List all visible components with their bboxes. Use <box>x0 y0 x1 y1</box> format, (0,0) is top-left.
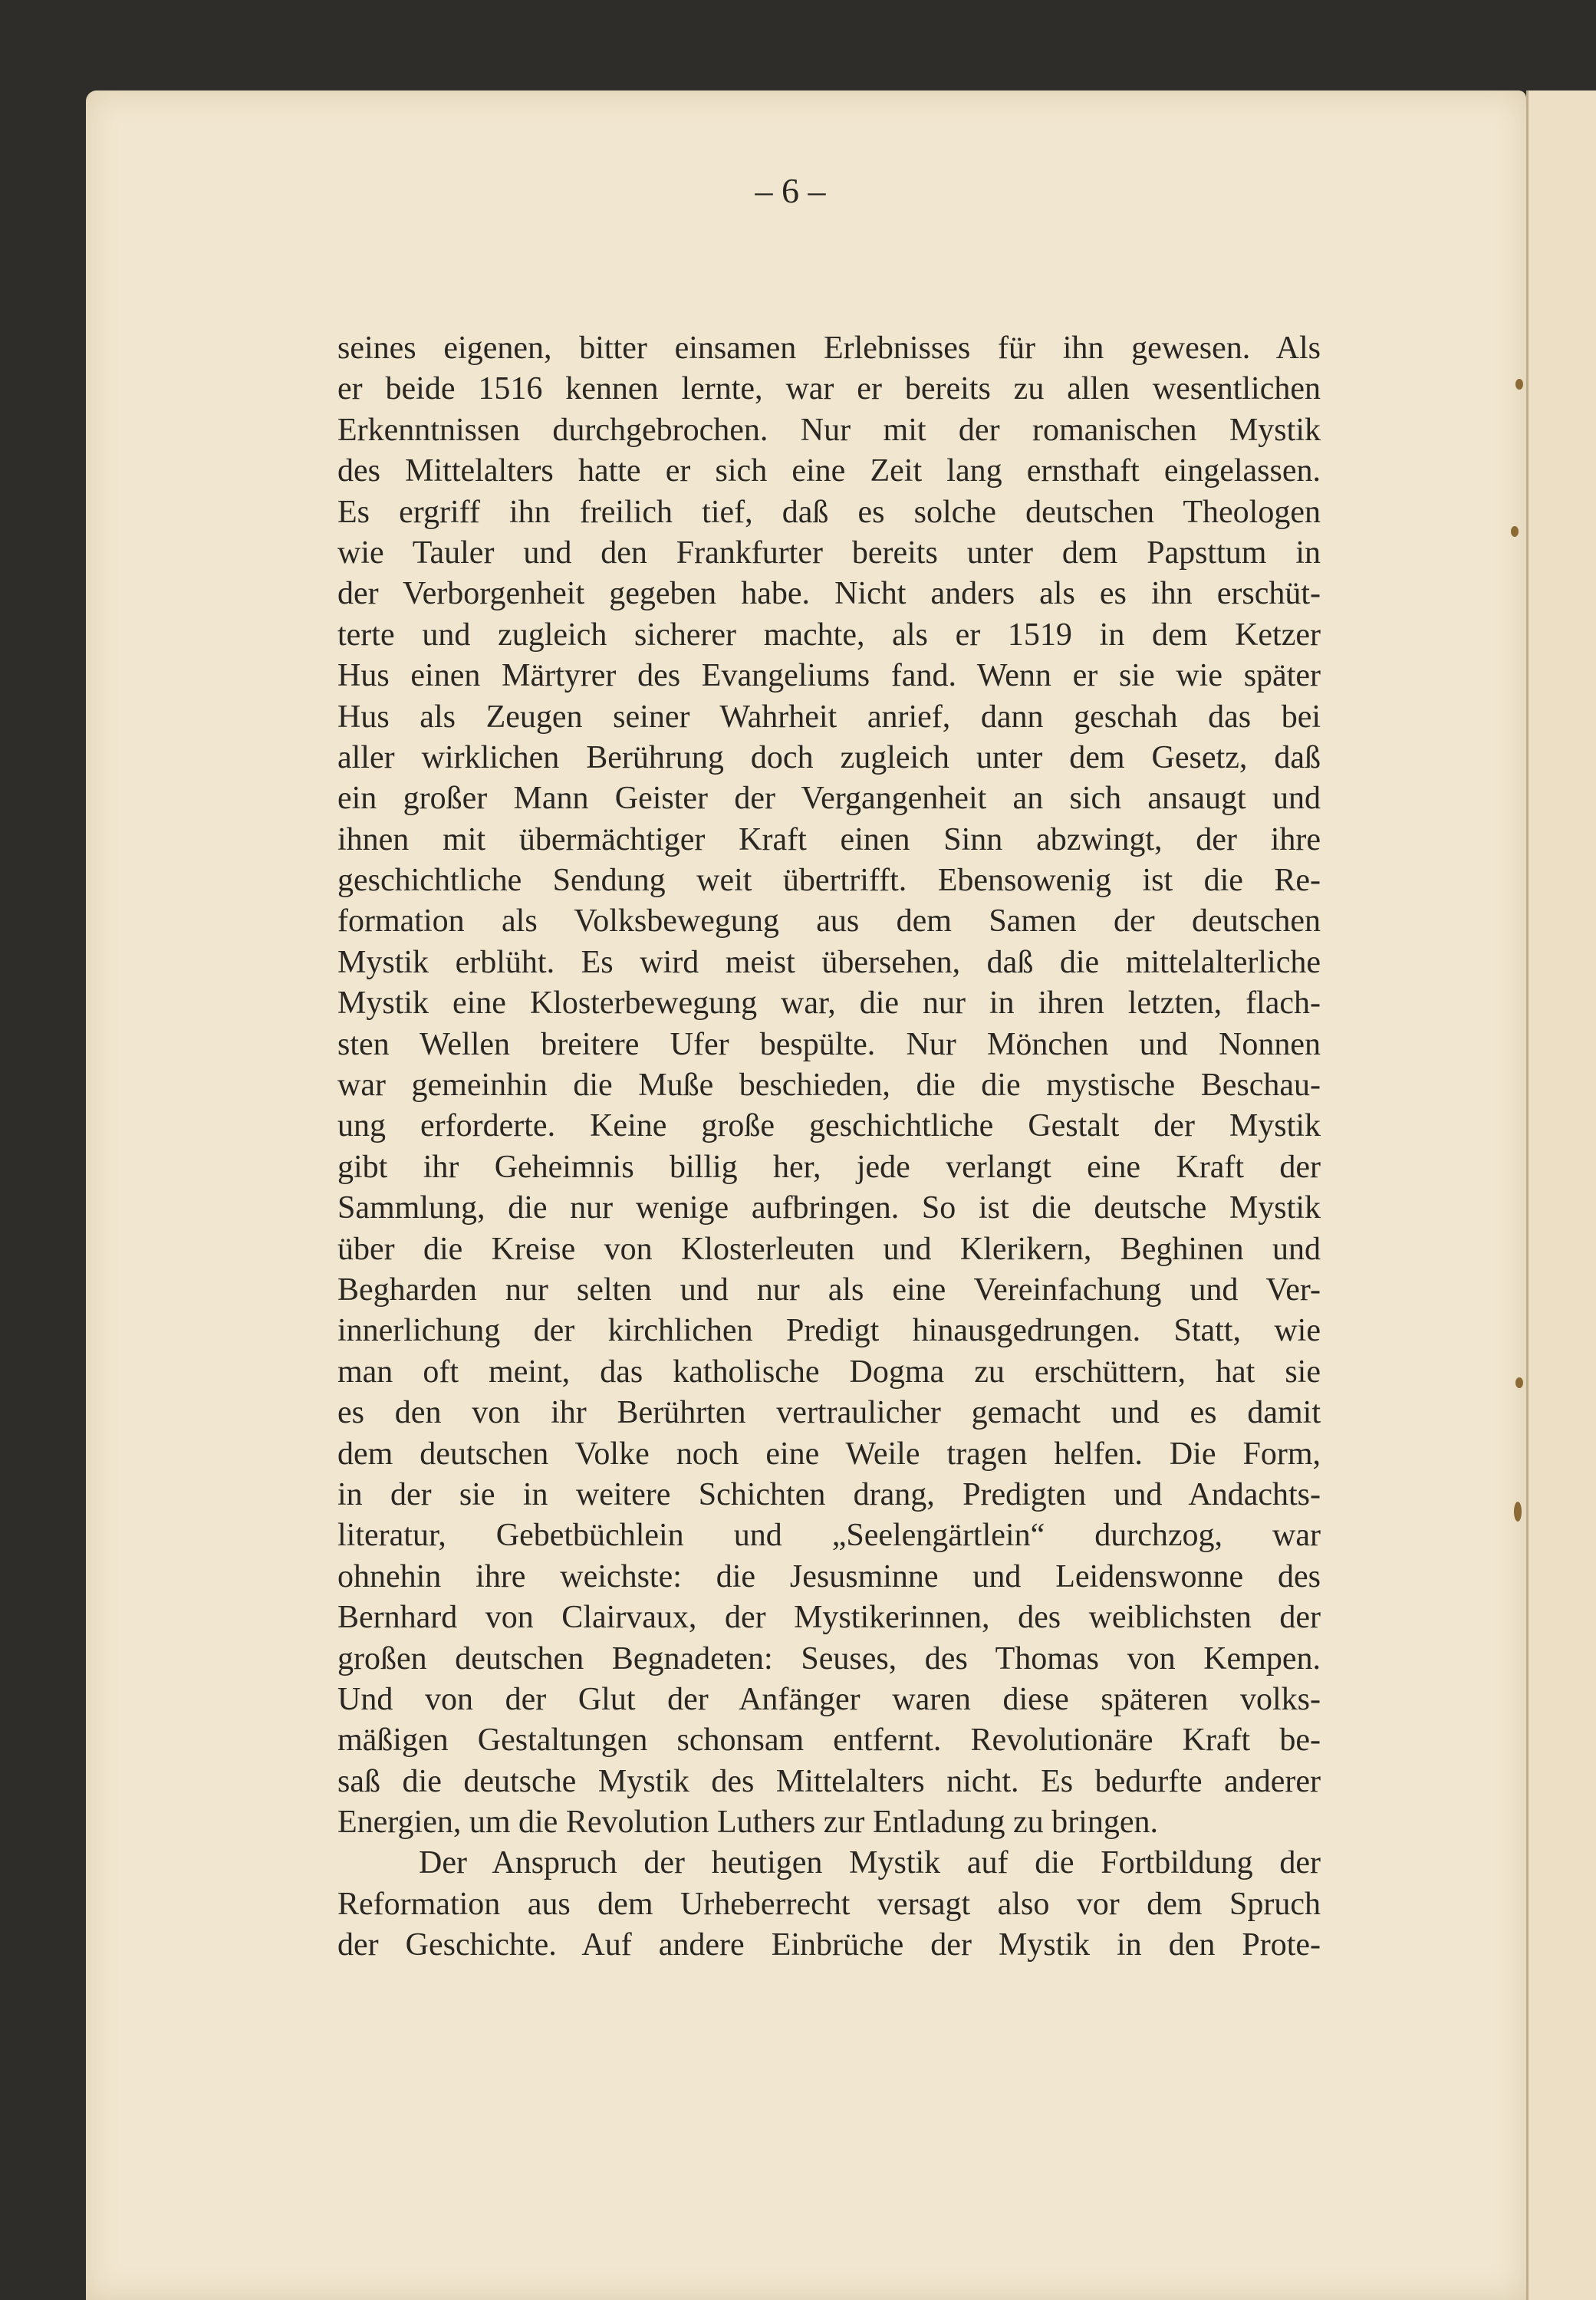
next-page-edge <box>1526 90 1596 2300</box>
page-number: – 6 – <box>755 171 826 210</box>
text-line: formation als Volksbewegung aus dem Samen der deutschen <box>337 903 1321 939</box>
text-line: es den von ihr Berührten vertraulicher gemacht und es damit <box>337 1395 1321 1431</box>
text-line: Begharden nur selten und nur als eine Vereinfachung und Ver- <box>337 1272 1321 1308</box>
text-line: mäßigen Gestaltungen schonsam entfernt. Revolutionäre Kraft be- <box>337 1723 1321 1759</box>
paper-spot <box>1515 379 1523 390</box>
text-line: Bernhard von Clairvaux, der Mystikerinnen, des weiblichsten der <box>337 1600 1321 1636</box>
text-line: aller wirklichen Berührung doch zugleich unter dem Gesetz, daß <box>337 739 1321 775</box>
text-line: Hus einen Märtyrer des Evangeliums fand. Wenn er sie wie später <box>337 658 1321 694</box>
text-line: gibt ihr Geheimnis billig her, jede verlangt eine Kraft der <box>337 1149 1321 1185</box>
paper-spot <box>1515 1377 1523 1388</box>
text-line: Mystik erblüht. Es wird meist übersehen, daß die mittelalterliche <box>337 944 1321 980</box>
text-line: Hus als Zeugen seiner Wahrheit anrief, dann geschah das bei <box>337 699 1321 735</box>
text-line: geschichtliche Sendung weit übertrifft. Ebensowenig ist die Re- <box>337 863 1321 899</box>
text-line: Der Anspruch der heutigen Mystik auf die Fortbildung der <box>419 1845 1321 1881</box>
text-line: ung erforderte. Keine große geschichtliche Gestalt der Mystik <box>337 1108 1321 1144</box>
text-line: der Verborgenheit gegeben habe. Nicht anders als es ihn erschüt- <box>337 576 1321 612</box>
text-line: war gemeinhin die Muße beschieden, die die mystische Beschau- <box>337 1068 1321 1104</box>
text-line: Es ergriff ihn freilich tief, daß es solche deutschen Theologen <box>337 494 1321 530</box>
text-line: seines eigenen, bitter einsamen Erlebnisses für ihn gewesen. Als <box>337 331 1321 366</box>
text-line: wie Tauler und den Frankfurter bereits unter dem Papsttum in <box>337 535 1321 571</box>
text-line: großen deutschen Begnadeten: Seuses, des Thomas von Kempen. <box>337 1640 1321 1676</box>
text-line: innerlichung der kirchlichen Predigt hinausgedrungen. Statt, wie <box>337 1313 1321 1349</box>
text-line: des Mittelalters hatte er sich eine Zeit lang ernsthaft eingelassen. <box>337 453 1321 489</box>
text-line: Sammlung, die nur wenige aufbringen. So ist die deutsche Mystik <box>337 1190 1321 1226</box>
text-line: man oft meint, das katholische Dogma zu erschüttern, hat sie <box>337 1354 1321 1390</box>
text-line: literatur, Gebetbüchlein und „Seelengärtlein“ durchzog, war <box>337 1518 1321 1554</box>
paper-spot <box>1514 1502 1522 1522</box>
text-line: sten Wellen breitere Ufer bespülte. Nur Mönchen und Nonnen <box>337 1026 1321 1062</box>
text-line: in der sie in weitere Schichten drang, Predigten und Andachts- <box>337 1476 1321 1512</box>
text-line: Reformation aus dem Urheberrecht versagt also vor dem Spruch <box>337 1886 1321 1922</box>
text-line: dem deutschen Volke noch eine Weile tragen helfen. Die Form, <box>337 1436 1321 1472</box>
text-line: ein großer Mann Geister der Vergangenheit an sich ansaugt und <box>337 781 1321 817</box>
text-line: terte und zugleich sicherer machte, als er 1519 in dem Ketzer <box>337 617 1321 653</box>
text-line: der Geschichte. Auf andere Einbrüche der Mystik in den Prote- <box>337 1927 1321 1963</box>
text-line: ohnehin ihre weichste: die Jesusminne und Leidenswonne des <box>337 1558 1321 1594</box>
text-line: saß die deutsche Mystik des Mittelalters nicht. Es bedurfte anderer <box>337 1763 1321 1799</box>
text-line: ihnen mit übermächtiger Kraft einen Sinn abzwingt, der ihre <box>337 821 1321 857</box>
text-line: über die Kreise von Klosterleuten und Klerikern, Beghinen und <box>337 1231 1321 1267</box>
paper-spot <box>1511 526 1519 537</box>
body-text <box>337 328 1321 1966</box>
text-line: Energien, um die Revolution Luthers zur Entladung zu bringen. <box>337 1805 1158 1841</box>
text-line: Und von der Glut der Anfänger waren diese späteren volks- <box>337 1681 1321 1717</box>
text-line: Mystik eine Klosterbewegung war, die nur in ihren letzten, flach- <box>337 985 1321 1022</box>
text-line: Erkenntnissen durchgebrochen. Nur mit der romanischen Mystik <box>337 412 1321 448</box>
text-line: er beide 1516 kennen lernte, war er bereits zu allen wesentlichen <box>337 371 1321 407</box>
